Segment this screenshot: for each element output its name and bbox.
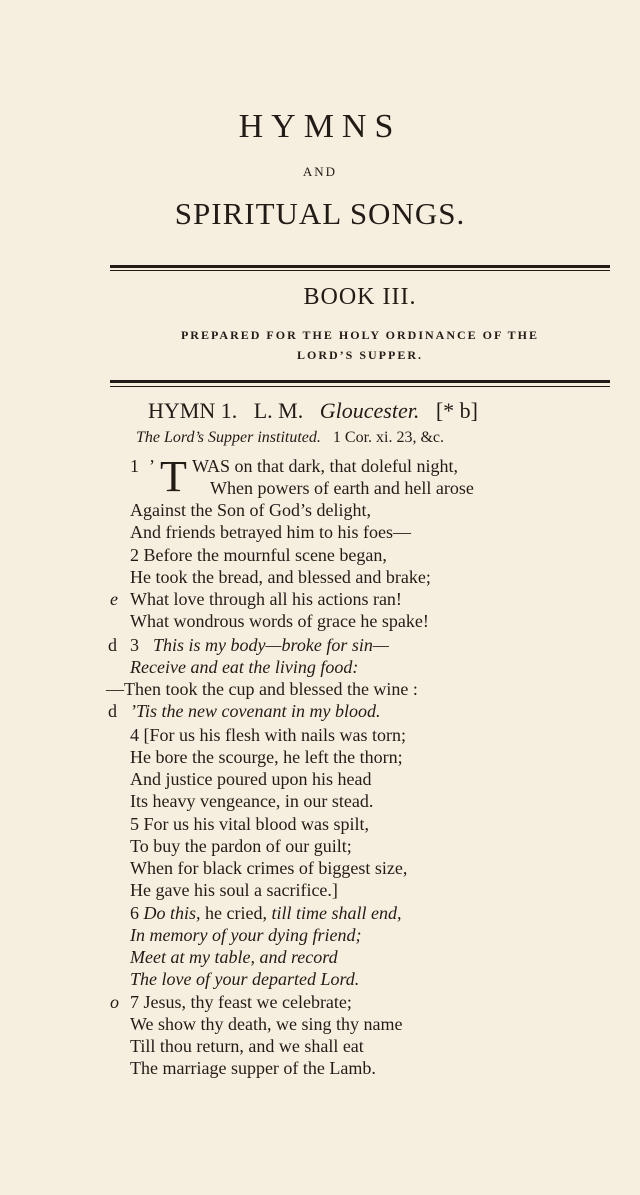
- title-conjunction: AND: [302, 164, 338, 179]
- hymn-tune: Gloucester.: [319, 398, 420, 423]
- verse-number: 1: [130, 456, 139, 476]
- verse-line: 5 For us his vital blood was spilt,: [130, 814, 370, 834]
- book-description-line-1: PREPARED FOR THE HOLY ORDINANCE OF THE: [180, 328, 540, 342]
- verse-line: And justice poured upon his head: [130, 769, 372, 789]
- verse-line: The marriage supper of the Lamb.: [130, 1058, 376, 1078]
- bottom-divider-thin: [110, 386, 610, 387]
- page-title: HYMNS: [238, 108, 402, 145]
- verse-line: He bore the scourge, he left the thorn;: [130, 747, 403, 767]
- verse-line: Against the Son of God’s delight,: [130, 500, 371, 520]
- performance-mark: e: [110, 589, 118, 609]
- verse-line: 2 Before the mournful scene began,: [130, 545, 387, 565]
- verse-line: He took the bread, and blessed and brake;: [130, 567, 431, 587]
- hymn-number: HYMN 1.: [148, 398, 238, 423]
- verse-line: ’Tis the new covenant in my blood.: [130, 701, 381, 721]
- verse-line: In memory of your dying friend;: [130, 925, 362, 945]
- verse-line: 4 [For us his flesh with nails was torn;: [130, 725, 406, 745]
- verse-line: When for black crimes of biggest size,: [130, 858, 408, 878]
- verse-line: Meet at my table, and record: [130, 947, 338, 967]
- verse-line: And friends betrayed him to his foes—: [130, 522, 411, 542]
- verse-line: Till thou return, and we shall eat: [130, 1036, 364, 1056]
- performance-mark: d: [108, 701, 117, 721]
- verse-line: Receive and eat the living food:: [130, 657, 359, 677]
- verse-number: 6: [130, 903, 139, 923]
- verse-line: He gave his soul a sacrifice.]: [130, 880, 338, 900]
- verse-line: 7 Jesus, thy feast we celebrate;: [130, 992, 352, 1012]
- page-subtitle: SPIRITUAL SONGS.: [174, 196, 466, 231]
- hymn-subject-line: [136, 429, 444, 447]
- verse-apostrophe: ’: [149, 456, 155, 476]
- book-description: [110, 325, 610, 365]
- verse-line: We show thy death, we sing thy name: [130, 1014, 403, 1034]
- verse-quote-end: till time shall end,: [271, 903, 402, 923]
- hymn-heading: [148, 398, 478, 424]
- hymn-meter: L. M.: [253, 398, 304, 423]
- verse-number: 3: [130, 635, 139, 655]
- verse-line-mixed: [130, 902, 401, 924]
- hymn-subject: The Lord’s Supper instituted.: [136, 429, 321, 446]
- verse-speaker: he cried,: [205, 903, 267, 923]
- verse-line: This is my body—broke for sin—: [153, 635, 389, 655]
- verse-line: —Then took the cup and blessed the wine :: [106, 679, 418, 699]
- verse-line: When powers of earth and hell arose: [210, 478, 474, 498]
- verse-line: To buy the pardon of our guilt;: [130, 836, 352, 856]
- performance-mark: o: [110, 992, 119, 1012]
- performance-mark: d: [108, 635, 117, 655]
- scripture-reference: 1 Cor. xi. 23, &c.: [332, 429, 445, 446]
- drop-cap-letter: T: [160, 452, 187, 501]
- verse-line: WAS on that dark, that doleful night,: [192, 456, 458, 476]
- top-divider-thin: [110, 270, 610, 271]
- book-title: BOOK III.: [303, 284, 417, 310]
- verse-line: Its heavy vengeance, in our stead.: [130, 791, 374, 811]
- verse-quote-start: Do this,: [143, 903, 201, 923]
- top-divider-thick: [110, 265, 610, 268]
- book-description-line-2: LORD’S SUPPER.: [296, 348, 423, 362]
- bottom-divider-thick: [110, 380, 610, 383]
- verse-line: The love of your departed Lord.: [130, 969, 360, 989]
- verse-line: What wondrous words of grace he spake!: [130, 611, 429, 631]
- hymn-marks: [* b]: [435, 398, 478, 423]
- verse-line: What love through all his actions ran!: [130, 589, 402, 609]
